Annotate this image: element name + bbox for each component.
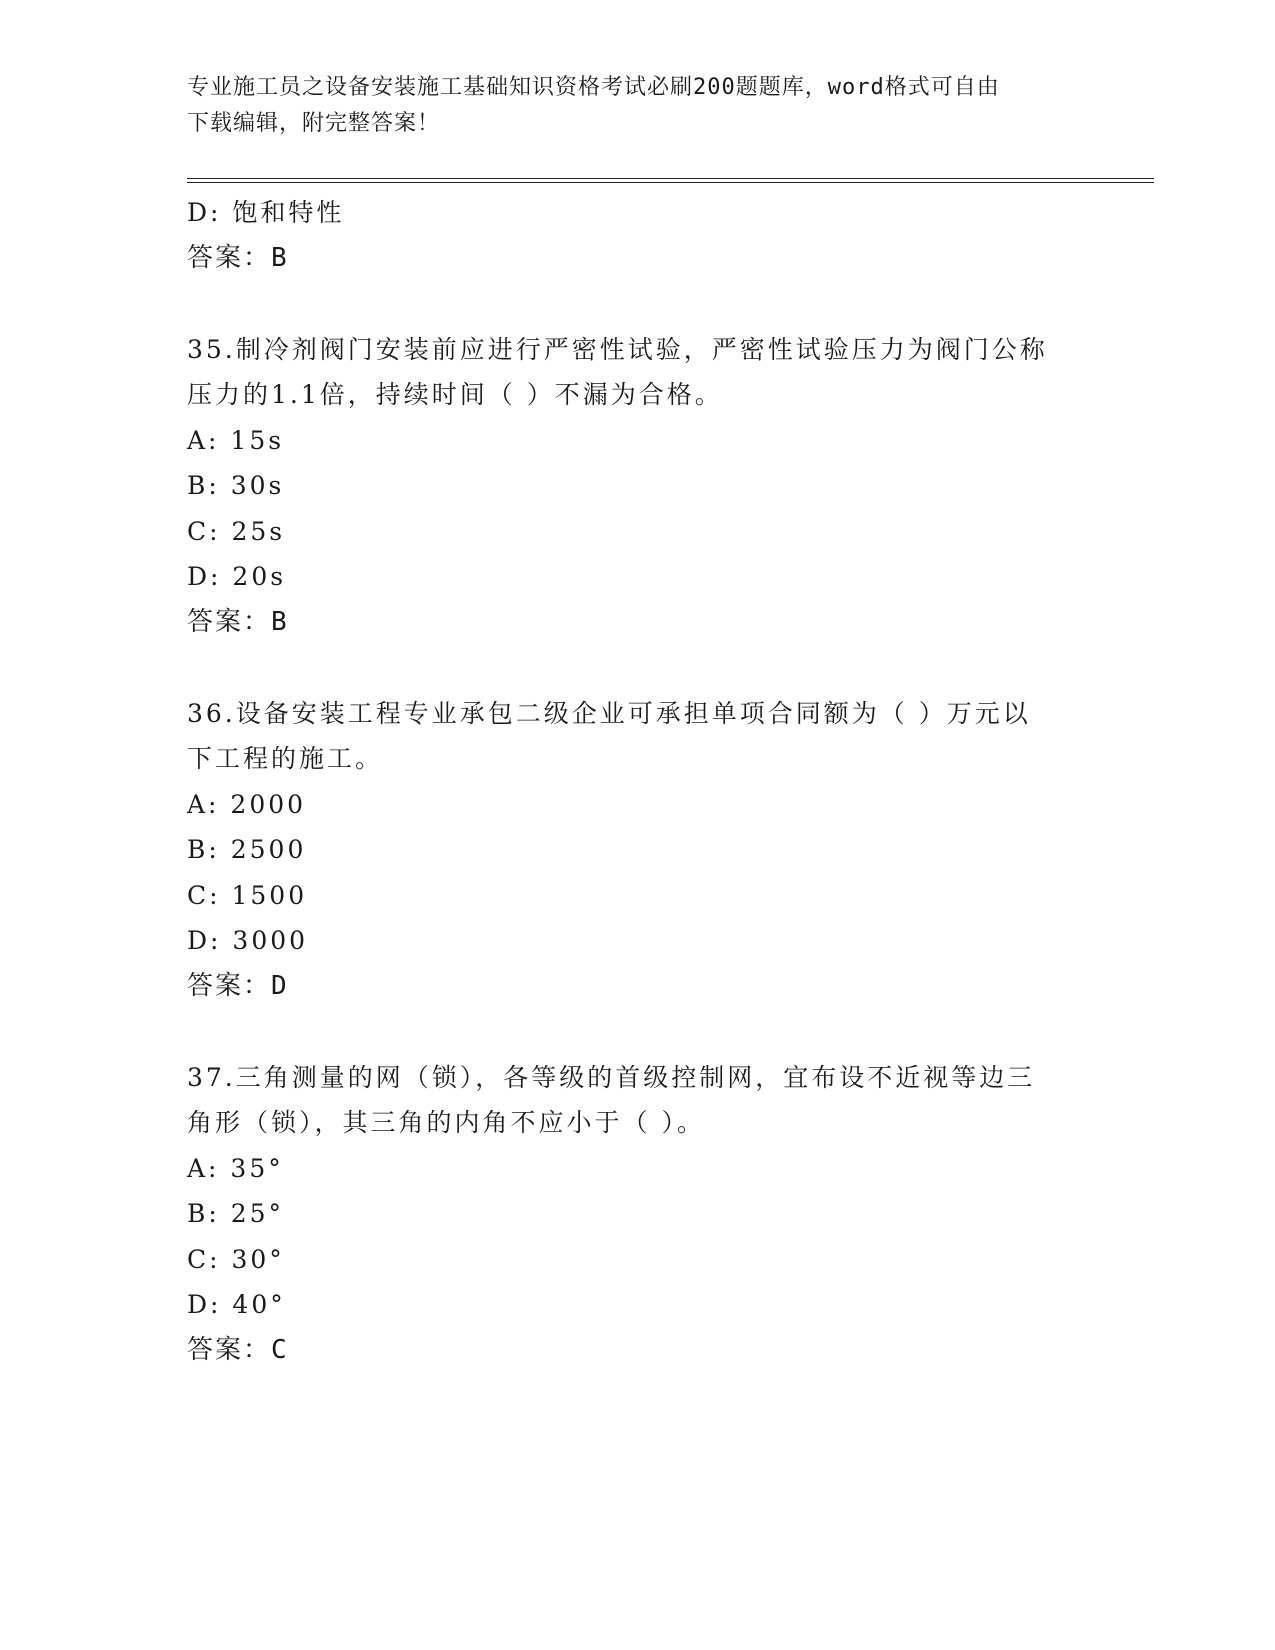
option-c: C: 1500 xyxy=(187,880,308,910)
option-a: A: 2000 xyxy=(187,789,307,819)
option-c: C: 25s xyxy=(187,516,286,546)
question-text-line-2: 压力的1.1倍，持续时间（ ）不漏为合格。 xyxy=(187,380,723,409)
option-b: B: 30s xyxy=(187,471,285,500)
option-b: B: 25° xyxy=(187,1199,285,1228)
question-36 xyxy=(187,691,1087,1010)
header-divider-top xyxy=(187,178,1154,179)
option-a: A: 35° xyxy=(187,1153,284,1183)
document-header xyxy=(187,70,1087,142)
option-d: D: 饱和特性 xyxy=(187,198,345,227)
option-d: D: 20s xyxy=(187,562,287,591)
header-line-2: 下载编辑，附完整答案！ xyxy=(187,111,441,136)
previous-question-tail xyxy=(187,190,1087,281)
spacer xyxy=(187,645,1087,691)
option-c: C: 30° xyxy=(187,1244,285,1274)
answer-line: 答案：D xyxy=(187,970,289,1001)
option-a: A: 15s xyxy=(187,425,285,455)
header-divider-bottom xyxy=(187,182,1154,183)
question-text-line-1: 37.三角测量的网（锁），各等级的首级控制网，宜布设不近视等边三 xyxy=(187,1062,1036,1092)
question-text-line-1: 35.制冷剂阀门安装前应进行严密性试验，严密性试验压力为阀门公称 xyxy=(187,334,1048,364)
answer-line: 答案：B xyxy=(187,242,289,273)
spacer xyxy=(187,1009,1087,1055)
question-text-line-1: 36.设备安装工程专业承包二级企业可承担单项合同额为（ ）万元以 xyxy=(187,698,1031,728)
question-text-line-2: 角形（锁），其三角的内角不应小于（ ）。 xyxy=(187,1108,705,1137)
option-d: D: 3000 xyxy=(187,926,309,955)
question-text-line-2: 下工程的施工。 xyxy=(187,744,384,773)
question-35 xyxy=(187,327,1087,646)
spacer xyxy=(187,281,1087,327)
header-line-1: 专业施工员之设备安装施工基础知识资格考试必刷200题题库，word格式可自由 xyxy=(187,75,1000,100)
option-b: B: 2500 xyxy=(187,835,307,864)
option-d: D: 40° xyxy=(187,1290,286,1319)
answer-line: 答案：B xyxy=(187,606,289,637)
question-list xyxy=(187,190,1087,1373)
question-37 xyxy=(187,1055,1087,1374)
answer-line: 答案：C xyxy=(187,1334,289,1365)
